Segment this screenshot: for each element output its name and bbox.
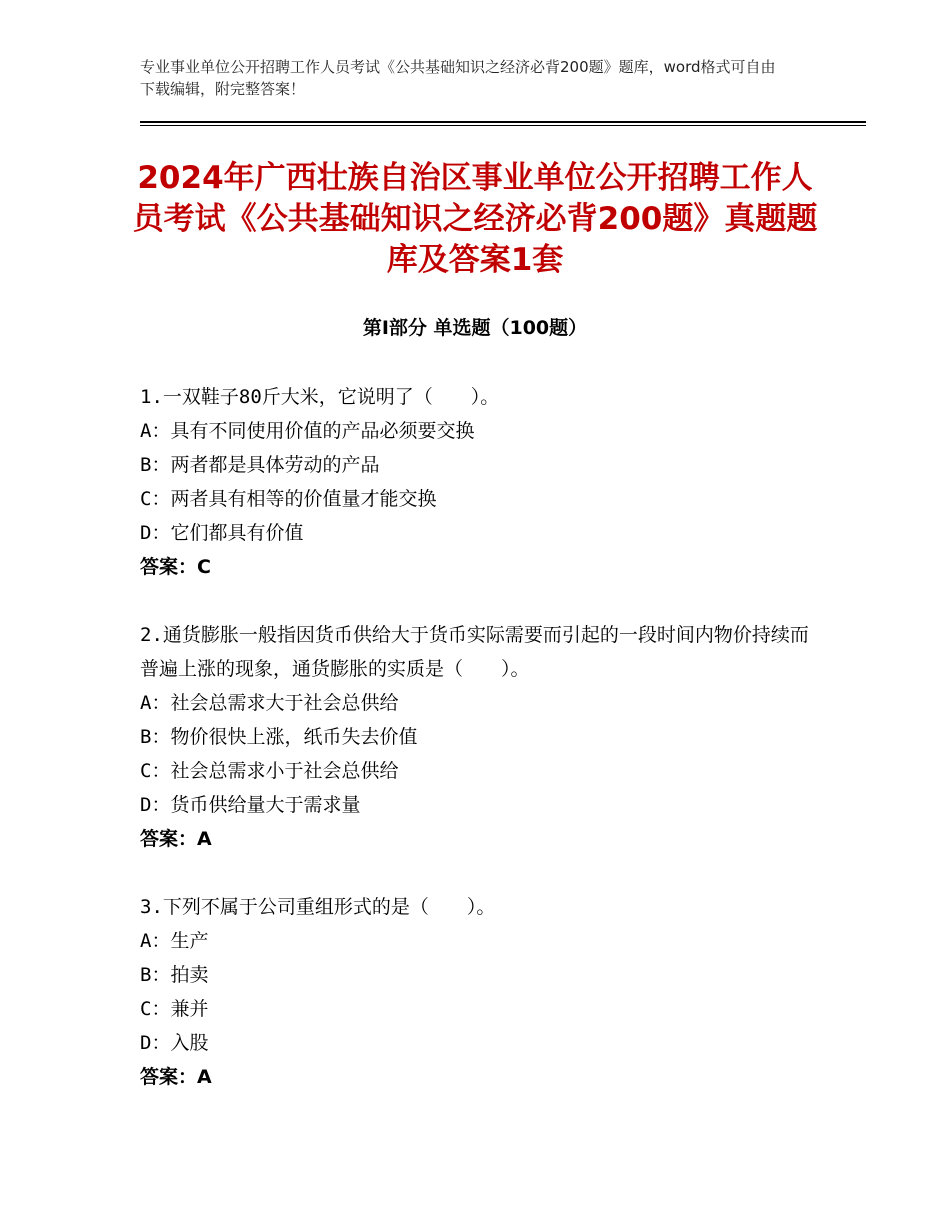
section-title: 第I部分 单选题（100题） [362,317,588,339]
option-d: D：货币供给量大于需求量 [140,794,361,816]
answer-line: 答案：A [140,828,212,850]
header-rule-thin [140,125,866,126]
option-d: D：入股 [140,1032,209,1054]
header-rule-thick [140,121,866,123]
question-stem: 2.通货膨胀一般指因货币供给大于货币实际需要而引起的一段时间内物价持续而普遍上涨的现象，通货膨胀的实质是（ ）。 [140,624,809,680]
header-note: 专业事业单位公开招聘工作人员考试《公共基础知识之经济必背200题》题库，word格式可自由下载编辑，附完整答案！ [140,58,776,98]
option-b: B：物价很快上涨，纸币失去价值 [140,726,418,748]
answer-line: 答案：C [140,556,211,578]
question-3 [140,890,820,1094]
option-a: A：具有不同使用价值的产品必须要交换 [140,420,475,442]
option-c: C：两者具有相等的价值量才能交换 [140,488,437,510]
document-title: 2024年广西壮族自治区事业单位公开招聘工作人员考试《公共基础知识之经济必背200题》真题题库及答案1套 [132,160,818,278]
option-a: A：生产 [140,930,209,952]
option-b: B：两者都是具体劳动的产品 [140,454,380,476]
option-d: D：它们都具有价值 [140,522,304,544]
question-2 [140,618,820,856]
option-b: B：拍卖 [140,964,209,986]
option-c: C：兼并 [140,998,209,1020]
question-stem: 1.一双鞋子80斤大米，它说明了（ ）。 [140,386,500,408]
option-a: A：社会总需求大于社会总供给 [140,692,399,714]
question-stem: 3.下列不属于公司重组形式的是（ ）。 [140,896,496,918]
answer-line: 答案：A [140,1066,212,1088]
question-1 [140,380,820,584]
option-c: C：社会总需求小于社会总供给 [140,760,399,782]
